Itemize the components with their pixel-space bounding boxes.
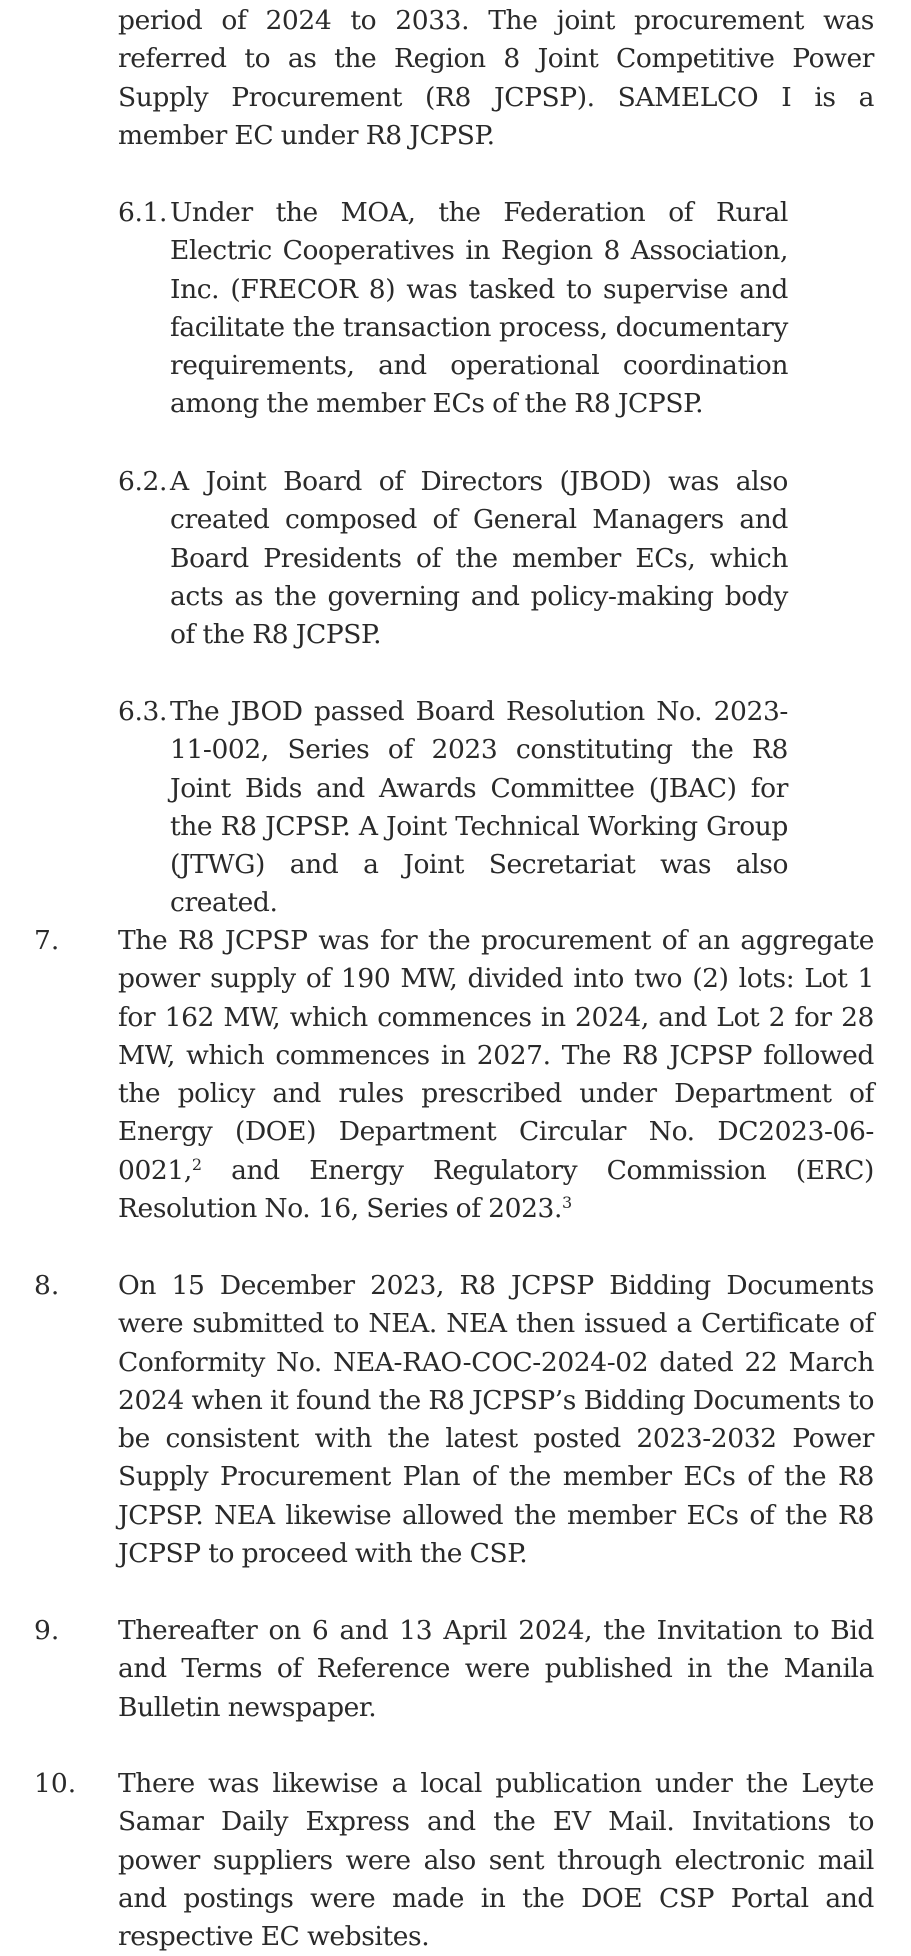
subparagraph-6-2 — [118, 463, 788, 654]
paragraph-6-continuation: period of 2024 to 2033. The joint procurement was referred to as the Region 8 Joint Competitive Power Supply Procurement (R8 JCPSP). SAMELCO I is a member EC under R8 JCPSP. — [118, 5, 874, 151]
paragraph-number-9: 9. — [34, 1615, 60, 1646]
paragraph-number-8: 8. — [34, 1270, 60, 1301]
footnote-reference-3[interactable]: 3 — [562, 1193, 572, 1213]
subparagraph-number: 6.3. — [118, 696, 167, 727]
subparagraph-6-1 — [118, 194, 788, 424]
subparagraph-text: A Joint Board of Directors (JBOD) was also created composed of General Managers and Board Presidents of the member ECs, which acts as the governing and policy-making body of the R8 JCPSP. — [170, 466, 788, 651]
subparagraph-number: 6.1. — [118, 197, 167, 228]
footnote-reference-2[interactable]: 2 — [191, 1154, 202, 1174]
subparagraph-6-3 — [118, 693, 788, 923]
paragraph-9: Thereafter on 6 and 13 April 2024, the Invitation to Bid and Terms of Reference were published in the Manila Bulletin newspaper. — [118, 1615, 874, 1723]
paragraph-7-text-part1: The R8 JCPSP was for the procurement of an aggregate power supply of 190 MW, divided into two (2) lots: Lot 1 for 162 MW, which commences in 2024, and Lot 2 for 28 MW, which commences in 2027. The R8 JCPSP followed the policy and rules prescribed under Department of Energy (DOE) Department Circular No. DC2023-06-0021, — [118, 925, 874, 1186]
subparagraph-text: The JBOD passed Board Resolution No. 2023-11-002, Series of 2023 constituting the R8 Joint Bids and Awards Committee (JBAC) for the R8 JCPSP. A Joint Technical Working Group (JTWG) and a Joint Secretariat was also created. — [170, 696, 788, 919]
subparagraph-number: 6.2. — [118, 466, 167, 497]
subparagraph-text: Under the MOA, the Federation of Rural Electric Cooperatives in Region 8 Association, Inc. (FRECOR 8) was tasked to supervise and facilitate the transaction process, documentary requirements, and operational coordination among the member ECs of the R8 JCPSP. — [170, 197, 788, 420]
paragraph-10: There was likewise a local publication under the Leyte Samar Daily Express and the EV Mail. Invitations to power suppliers were also sent through electronic mail and postings were made in the DOE CSP Portal and respective EC websites. — [118, 1768, 874, 1953]
paragraph-number-10: 10. — [34, 1768, 77, 1799]
paragraph-7 — [118, 922, 874, 1228]
paragraph-number-7: 7. — [34, 925, 60, 956]
paragraph-7-text-part2: and Energy Regulatory Commission (ERC) Resolution No. 16, Series of 2023. — [118, 1154, 874, 1225]
paragraph-8: On 15 December 2023, R8 JCPSP Bidding Documents were submitted to NEA. NEA then issued a Certificate of Conformity No. NEA-RAO-COC-2024-02 dated 22 March 2024 when it found the R8 JCPSP’s Bidding Documents to be consistent with the latest posted 2023-2032 Power Supply Procurement Plan of the member ECs of the R8 JCPSP. NEA likewise allowed the member ECs of the R8 JCPSP to proceed with the CSP. — [118, 1270, 874, 1570]
